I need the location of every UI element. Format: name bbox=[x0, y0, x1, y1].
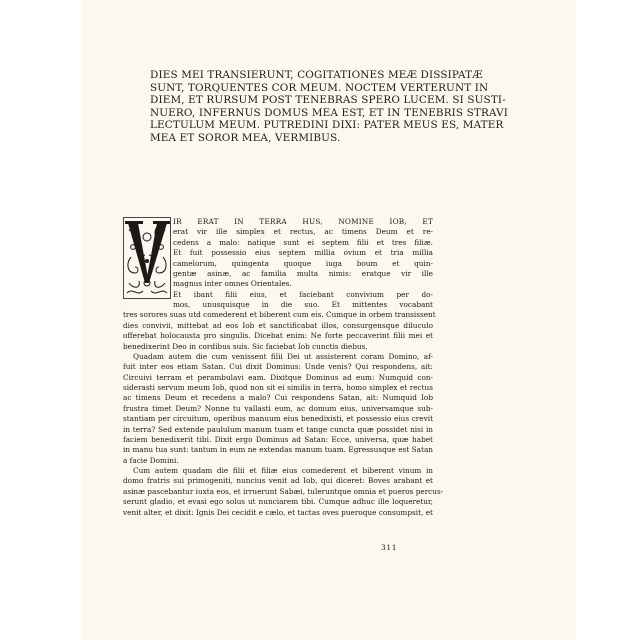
body-line: IR ERAT IN TERRA HUS, NOMINE IOB, ET bbox=[173, 217, 433, 226]
epigraph bbox=[150, 69, 509, 145]
body-line: Et fuit possessio eius septem millia ovium et tria millia bbox=[173, 248, 433, 258]
body-line: faciem benedixerit tibi. Dixit ergo Dominus ad Satan: Ecce, universa, quæ habet bbox=[123, 434, 433, 444]
body-line: siderasti servum meum Iob, quod non sit ei similis in terra, homo simplex et rectus bbox=[123, 383, 433, 392]
body-line: cedens a malo: natique sunt ei septem filii et tres filiæ. bbox=[173, 237, 433, 247]
initial-letter: V bbox=[146, 291, 148, 292]
epigraph-line: NUERO, INFERNUS DOMUS MEA EST, ET IN TENEBRIS STRAVI bbox=[150, 106, 509, 119]
body-line: frustra timet Deum? Nonne tu vallasti eum, ac domum eius, universamque sub- bbox=[123, 403, 433, 413]
body-text bbox=[123, 217, 444, 518]
body-line: magnus inter omnes Orientales. bbox=[173, 279, 292, 289]
body-line: domo fratris sui primogeniti, nuncius venit ad Iob, qui diceret: Boves arabant et bbox=[123, 476, 433, 486]
body-line: benedixerint Deo in cordibus suis. Sic faciebat Iob cunctis diebus. bbox=[123, 341, 368, 351]
body-line: mos, unusquisque in die suo. Et mittentes vocabant bbox=[173, 300, 433, 309]
body-line: gentæ asinæ, ac familia multa nimis: eratque vir ille bbox=[173, 268, 433, 278]
body-line: Quadam autem die cum venissent filii Dei ut assisterent coram Domino, af- bbox=[133, 351, 433, 361]
body-line: venit alter, et dixit: Ignis Dei cecidit e cælo, et tactas oves pueroque consumpsit, et bbox=[123, 507, 433, 517]
body-line: camelorum, quingenta quoque iuga boum et quin- bbox=[173, 258, 433, 268]
body-line: ac timens Deum et recedens a malo? Cui respondens Satan, ait: Numquid Iob bbox=[123, 393, 433, 403]
body-line: a facie Domini. bbox=[123, 455, 179, 465]
body-line: fuit inter eos etiam Satan. Cui dixit Dominus: Unde venis? Qui respondens, ait: bbox=[123, 362, 433, 372]
body-line: stantiam per circuitum, operibus manuum eius benedixisti, et possessio eius crevit bbox=[123, 414, 433, 424]
body-line: Et ibant filii eius, et faciebant convivium per do- bbox=[173, 289, 433, 299]
epigraph-line: LECTULUM MEUM. PUTREDINI DIXI: PATER MEUS ES, MATER bbox=[150, 119, 504, 132]
body-line: Cum autem quadam die filii et filiæ eius comederent et biberent vinum in bbox=[133, 466, 433, 475]
body-line: serunt gladio, et evasi ego solus ut nunciarem tibi. Cumque adhuc ille loqueretur, bbox=[123, 497, 433, 507]
body-line: tres sorores suas utd comederent et biberent cum eis. Cumque in orbem transissent bbox=[123, 310, 436, 320]
body-line: Circuivi terram et perambulavi eam. Dixitque Dominus ad eum: Numquid con- bbox=[123, 372, 433, 382]
body-line: offerebat holocausta pro singulis. Dicebat enim: Ne forte peccaverint filii mei et bbox=[123, 331, 433, 341]
page-number: 311 bbox=[381, 543, 398, 552]
body-line: erat vir ille simplex et rectus, ac timens Deum et re- bbox=[173, 227, 433, 237]
epigraph-line: DIEM, ET RURSUM POST TENEBRAS SPERO LUCEM. SI SUSTI- bbox=[150, 94, 506, 107]
epigraph-line: SUNT, TORQUENTES COR MEUM. NOCTEM VERTERUNT IN bbox=[150, 81, 489, 94]
epigraph-line: MEA ET SOROR MEA, VERMIBUS. bbox=[150, 131, 341, 144]
body-line: in manu tua sunt: tantum in eum ne extendas manum tuam. Egressusque est Satan bbox=[123, 445, 433, 455]
body-line: asinæ pascebantur iuxta eos, et irruerunt Sabæi, tuleruntque omnia et pueros percus- bbox=[123, 486, 444, 496]
body-line: dies convivii, mittebat ad eos Iob et sanctificabat illos, consurgensque diluculo bbox=[123, 320, 433, 330]
epigraph-line: DIES MEI TRANSIERUNT, COGITATIONES MEÆ DISSIPATÆ bbox=[150, 69, 483, 81]
body-line: in terra? Sed extende paululum manum tuam et tange cuncta quæ possidet nisi in bbox=[123, 424, 433, 434]
